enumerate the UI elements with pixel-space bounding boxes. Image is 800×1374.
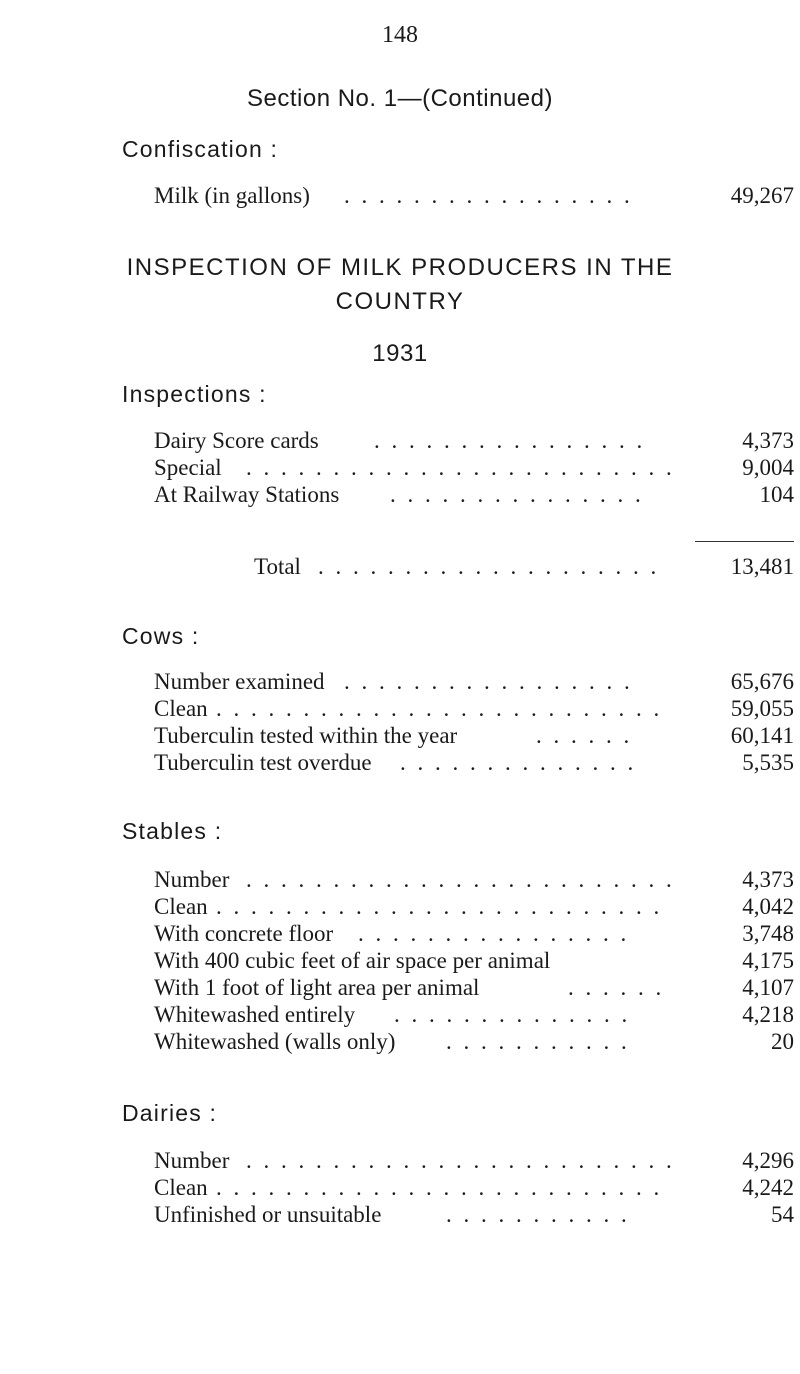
dot-leaders: . . . . . . . . . . . . . . . . .: [344, 183, 633, 208]
total-rule: [695, 541, 794, 542]
confiscation-heading: Confiscation :: [122, 136, 279, 162]
total-label: Total: [254, 554, 301, 579]
row-value: 54: [771, 1202, 794, 1227]
row-value: 49,267: [730, 183, 794, 208]
row-label: Clean: [154, 894, 208, 919]
row-label: Milk (in gallons): [154, 183, 310, 208]
row-value: 3,748: [742, 921, 794, 946]
row-label: With 400 cubic feet of air space per animal: [154, 948, 551, 973]
cows-row: [154, 696, 794, 726]
cows-row: [154, 723, 794, 753]
row-label: Clean: [154, 696, 208, 721]
dot-leaders: . . . . . .: [536, 723, 633, 748]
row-value: 4,296: [742, 1148, 794, 1173]
dot-leaders: . . . . . . . . . . . . . . . . .: [344, 669, 633, 694]
dairies-heading: Dairies :: [122, 1100, 218, 1126]
cows-heading: Cows :: [122, 623, 200, 649]
inspections-row: [154, 428, 794, 458]
row-label: Number: [154, 1148, 230, 1173]
inspection-title-line2: COUNTRY: [335, 288, 465, 315]
stables-row: [154, 948, 794, 978]
section-title: Section No. 1—(Continued): [247, 85, 553, 112]
dot-leaders: . . . . . . . . . . .: [446, 1029, 630, 1054]
row-label: At Railway Stations: [154, 482, 340, 507]
row-value: 59,055: [730, 696, 794, 721]
dot-leaders: . . . . . . . . . . . . . . . .: [374, 428, 646, 453]
stables-row: [154, 894, 794, 924]
row-value: 4,042: [742, 894, 794, 919]
row-label: With concrete floor: [154, 921, 334, 946]
dot-leaders: . . . . . . . . . . . . . . . .: [358, 921, 630, 946]
dot-leaders: . . . . . . . . . . .: [446, 1202, 630, 1227]
row-value: 9,004: [742, 455, 794, 480]
row-value: 104: [759, 482, 794, 507]
dot-leaders: . . . . . . . . . . . . . . . . . . . . . . . . .: [246, 867, 675, 892]
dot-leaders: . . . . . . . . . . . . . . . . . . . . . . . . .: [246, 455, 675, 480]
year-heading: 1931: [372, 340, 428, 367]
row-label: With 1 foot of light area per animal: [154, 975, 480, 1000]
inspection-title-line1: INSPECTION OF MILK PRODUCERS IN THE: [126, 254, 674, 281]
page-number: 148: [382, 22, 418, 48]
stables-row: [154, 975, 794, 1005]
confiscation-row-milk: [154, 183, 794, 213]
cows-row: [154, 750, 794, 780]
row-value: 4,373: [742, 428, 794, 453]
dairies-row: [154, 1148, 794, 1178]
inspections-row: [154, 455, 794, 485]
dot-leaders: . . . . . . . . . . . . . . . . . . . . . . . . . .: [216, 696, 663, 721]
stables-row: [154, 1002, 794, 1032]
row-label: Number: [154, 867, 230, 892]
dairies-row: [154, 1202, 794, 1232]
inspections-row: [154, 482, 794, 512]
row-label: Tuberculin test overdue: [154, 750, 372, 775]
dairies-row: [154, 1175, 794, 1205]
stables-row: [154, 867, 794, 897]
total-value: 13,481: [730, 554, 794, 579]
row-label: Tuberculin tested within the year: [154, 723, 458, 748]
row-value: 4,373: [742, 867, 794, 892]
row-value: 5,535: [742, 750, 794, 775]
row-label: Dairy Score cards: [154, 428, 319, 453]
row-label: Clean: [154, 1175, 208, 1200]
row-label: Unfinished or unsuitable: [154, 1202, 382, 1227]
stables-row: [154, 1029, 794, 1059]
dot-leaders: . . . . . . . . . . . . . . . . . . . . . . . . .: [246, 1148, 675, 1173]
row-value: 4,175: [742, 948, 794, 973]
stables-heading: Stables :: [122, 818, 223, 844]
stables-row: [154, 921, 794, 951]
row-value: 60,141: [730, 723, 794, 748]
row-label: Whitewashed entirely: [154, 1002, 356, 1027]
dot-leaders: . . . . . . . . . . . . . . . . . . . .: [318, 554, 660, 579]
dot-leaders: . . . . . . . . . . . . . .: [394, 1002, 631, 1027]
row-label: Number examined: [154, 669, 325, 694]
row-value: 4,107: [742, 975, 794, 1000]
inspections-heading: Inspections :: [122, 381, 267, 407]
row-value: 4,242: [742, 1175, 794, 1200]
row-label: Whitewashed (walls only): [154, 1029, 396, 1054]
row-value: 65,676: [730, 669, 794, 694]
dot-leaders: . . . . . . . . . . . . . .: [400, 750, 637, 775]
row-value: 20: [771, 1029, 794, 1054]
inspections-total-row: [254, 554, 794, 584]
dot-leaders: . . . . . . . . . . . . . . . . . . . . . . . . . .: [216, 1175, 663, 1200]
dot-leaders: . . . . . . . . . . . . . . .: [390, 482, 644, 507]
dot-leaders: . . . . . . . . . . . . . . . . . . . . . . . . . .: [216, 894, 663, 919]
row-label: Special: [154, 455, 222, 480]
row-value: 4,218: [742, 1002, 794, 1027]
cows-row: [154, 669, 794, 699]
dot-leaders: . . . . . .: [568, 975, 665, 1000]
